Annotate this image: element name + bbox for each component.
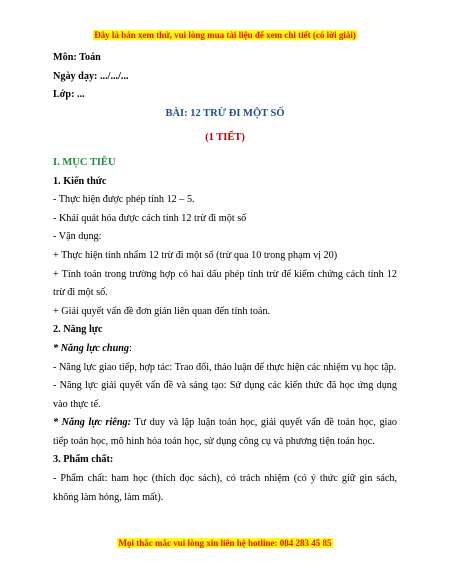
knowledge-item: + Giải quyết vấn đề đơn giản liên quan đến tính toán. xyxy=(53,305,271,317)
date-line: Ngày dạy: .../.../... xyxy=(53,70,129,82)
hotline-banner-text: Mọi thắc mắc vui lòng xin liên hệ hotline: 084 283 45 85 xyxy=(118,538,332,548)
general-ability-colon: : xyxy=(129,342,132,354)
lesson-duration: (1 TIẾT) xyxy=(205,132,245,144)
general-ability-item: - Năng lực giải quyết vấn đề và sáng tạo: Sử dụng các kiến thức đã học ứng dụng vào thực tế. xyxy=(53,380,397,410)
ability-heading: 2. Năng lực xyxy=(53,324,103,336)
specific-ability-paragraph xyxy=(53,414,397,451)
lesson-title: BÀI: 12 TRỪ ĐI MỘT SỐ xyxy=(165,107,285,119)
section-heading-objectives: I. MỤC TIÊU xyxy=(53,156,116,168)
specific-ability-label: * Năng lực riêng: xyxy=(53,417,131,429)
hotline-banner xyxy=(0,533,450,551)
quality-text: - Phẩm chất: ham học (thích đọc sách), có trách nhiệm (có ý thức giữ gìn sách, không làm hỏng, làm mất). xyxy=(53,473,397,503)
specific-ability-text: Tư duy và lập luận toán học, giải quyết vấn đề toán học, giao tiếp toán học, mô hình hóa toán học, sử dụng công cụ và phương tiện toán học. xyxy=(53,417,398,447)
knowledge-item: + Thực hiện tính nhẩm 12 trừ đi một số (trừ qua 10 trong phạm vị 20) xyxy=(53,249,338,261)
general-ability-item: - Năng lực giao tiếp, hợp tác: Trao đổi, thảo luận để thực hiện các nhiệm vụ học tập. xyxy=(53,361,397,373)
general-ability-line xyxy=(53,340,397,359)
knowledge-item: - Khái quát hóa được cách tính 12 trừ đi một số xyxy=(53,212,247,224)
knowledge-item: - Vận dụng: xyxy=(53,231,102,243)
document-body xyxy=(53,49,397,507)
general-ability-label: * Năng lực chung xyxy=(53,342,130,354)
knowledge-item: - Thực hiện được phép tính 12 – 5. xyxy=(53,194,195,206)
knowledge-item: + Tính toán trong trường hợp có hai dấu phép tính trừ để kiểm chứng cách tính 12 trừ đi một số. xyxy=(53,268,397,299)
quality-heading: 3. Phẩm chất: xyxy=(53,454,114,466)
preview-banner xyxy=(0,25,450,43)
preview-banner-text: Đây là bản xem thử, vui lòng mua tài liệu để xem chi tiết (có lời giải) xyxy=(94,30,356,40)
class-line: Lớp: ... xyxy=(53,89,85,101)
knowledge-heading: 1. Kiến thức xyxy=(53,175,107,187)
subject-line: Môn: Toán xyxy=(53,52,101,63)
